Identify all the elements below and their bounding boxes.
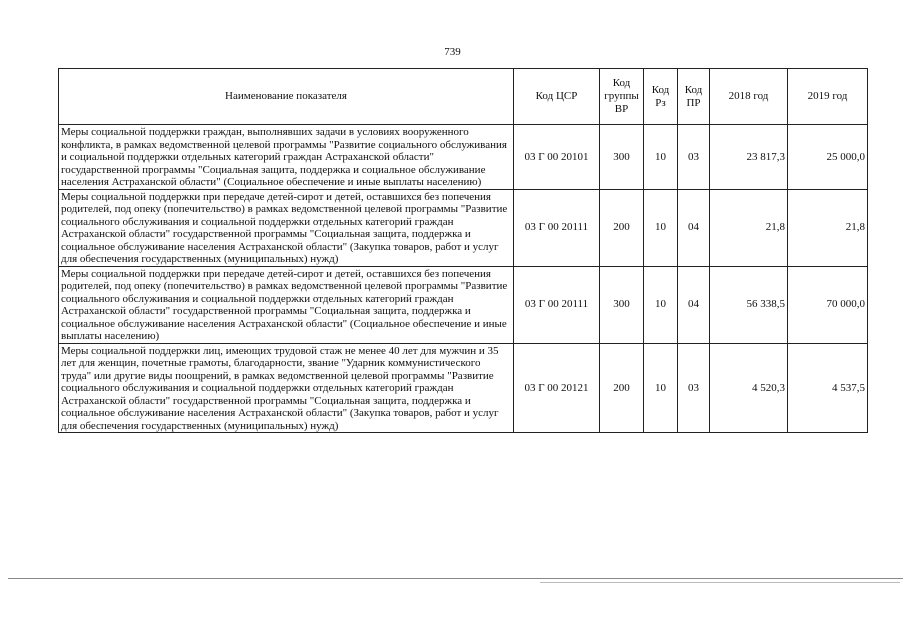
row-csr: 03 Г 00 20111	[514, 189, 600, 266]
row-pr: 04	[678, 266, 710, 343]
row-name: Меры социальной поддержки лиц, имеющих трудовой стаж не менее 40 лет для мужчин и 35 лет для женщин, почетные грамоты, благодарности, звание "Ударник коммунистического труда" или другие виды поощрений, в рамках ведомственной целевой программы "Развитие социального обслуживания и социальной поддержки отдельных категорий граждан Астраханской области" государственной программы "Социальная защита, поддержка и социальное обслуживание населения Астраханской области" (Закупка товаров, работ и услуг для обеспечения государственных (муниципальных) нужд)	[59, 343, 514, 433]
row-name: Меры социальной поддержки при передаче детей-сирот и детей, оставшихся без попечения родителей, под опеку (попечительство) в рамках ведомственной целевой программы "Развитие социального обслуживания и социальной поддержки отдельных категорий граждан Астраханской области" государственной программы "Социальная защита, поддержка и социальное обслуживание населения Астраханской области" (Социальное обеспечение и иные выплаты населению)	[59, 266, 514, 343]
row-name: Меры социальной поддержки граждан, выполнявших задачи в условиях вооруженного конфликта, в рамках ведомственной целевой программы "Развитие социального обслуживания и социальной поддержки отдельных категорий граждан Астраханской области" государственной программы "Социальная защита, поддержка и социальное обслуживание населения Астраханской области" (Социальное обеспечение и иные выплаты населению)	[59, 125, 514, 190]
row-2018: 21,8	[710, 189, 788, 266]
row-2019: 25 000,0	[788, 125, 868, 190]
row-rz: 10	[644, 343, 678, 433]
row-rz: 10	[644, 266, 678, 343]
page-number: 739	[444, 46, 461, 58]
header-2018: 2018 год	[710, 69, 788, 125]
row-2019: 4 537,5	[788, 343, 868, 433]
row-name: Меры социальной поддержки при передаче детей-сирот и детей, оставшихся без попечения родителей, под опеку (попечительство) в рамках ведомственной целевой программы "Развитие социального обслуживания и социальной поддержки отдельных категорий граждан Астраханской области" государственной программы "Социальная защита, поддержка и социальное обслуживание населения Астраханской области" (Закупка товаров, работ и услуг для обеспечения государственных (муниципальных) нужд)	[59, 189, 514, 266]
table-row	[59, 343, 868, 433]
header-2019: 2019 год	[788, 69, 868, 125]
table-row	[59, 266, 868, 343]
table-row	[59, 125, 868, 190]
header-vr: Код группы ВР	[600, 69, 644, 125]
row-2019: 21,8	[788, 189, 868, 266]
page-bottom-rule-secondary	[540, 582, 900, 583]
row-csr: 03 Г 00 20111	[514, 266, 600, 343]
row-2019: 70 000,0	[788, 266, 868, 343]
row-2018: 56 338,5	[710, 266, 788, 343]
row-vr: 300	[600, 125, 644, 190]
header-name: Наименование показателя	[59, 69, 514, 125]
row-vr: 200	[600, 343, 644, 433]
row-csr: 03 Г 00 20121	[514, 343, 600, 433]
page-bottom-rule	[8, 578, 903, 579]
row-csr: 03 Г 00 20101	[514, 125, 600, 190]
header-pr: Код ПР	[678, 69, 710, 125]
row-pr: 03	[678, 343, 710, 433]
row-rz: 10	[644, 189, 678, 266]
row-rz: 10	[644, 125, 678, 190]
header-csr: Код ЦСР	[514, 69, 600, 125]
row-2018: 23 817,3	[710, 125, 788, 190]
row-pr: 03	[678, 125, 710, 190]
row-pr: 04	[678, 189, 710, 266]
table-header-row	[59, 69, 868, 125]
row-vr: 200	[600, 189, 644, 266]
budget-table	[58, 68, 868, 433]
row-vr: 300	[600, 266, 644, 343]
table-row	[59, 189, 868, 266]
header-rz: Код Рз	[644, 69, 678, 125]
row-2018: 4 520,3	[710, 343, 788, 433]
